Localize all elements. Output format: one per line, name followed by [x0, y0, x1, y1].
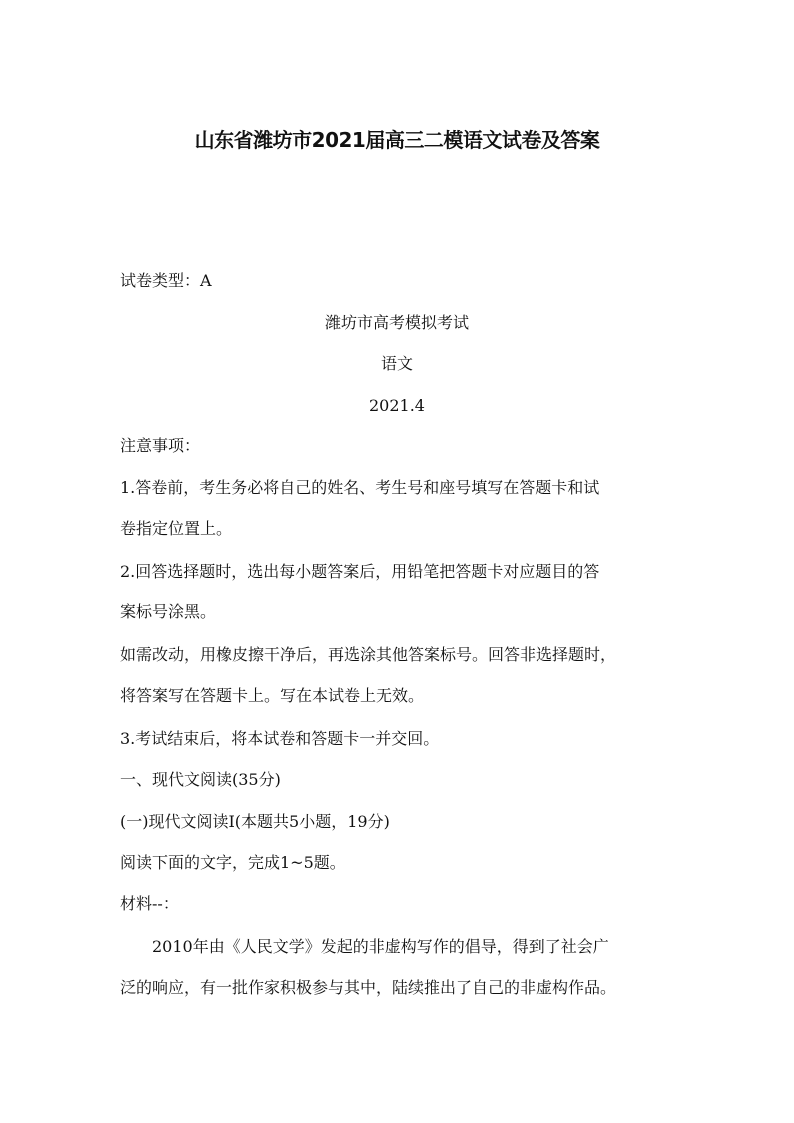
notes-heading: 注意事项： [120, 436, 201, 455]
exam-date: 2021.4 [369, 396, 425, 415]
material-label: 材料--： [120, 894, 179, 913]
note-1-line-2: 卷指定位置上。 [120, 519, 233, 538]
note-2b-line-1: 如需改动，用橡皮擦干净后，再选涂其他答案标号。回答非选择题时， [120, 645, 617, 664]
note-2-line-2: 案标号涂黑。 [120, 602, 217, 621]
note-3: 3.考试结束后，将本试卷和答题卡一并交回。 [120, 729, 440, 748]
paragraph-1-line-1: 2010年由《人民文学》发起的非虚构写作的倡导，得到了社会广 [152, 937, 609, 956]
document-title: 山东省潍坊市2021届高三二模语文试卷及答案 [194, 128, 600, 152]
reading-instruction: 阅读下面的文字，完成1~5题。 [120, 853, 346, 872]
note-2-line-1: 2.回答选择题时，选出每小题答案后，用铅笔把答题卡对应题目的答 [120, 562, 600, 581]
exam-name: 潍坊市高考模拟考试 [324, 313, 469, 332]
note-2b-line-2: 将答案写在答题卡上。写在本试卷上无效。 [120, 686, 425, 705]
paper-type: 试卷类型：A [120, 271, 212, 290]
section-heading: 一、现代文阅读(35分) [120, 770, 281, 789]
subject: 语文 [380, 354, 413, 373]
subsection-heading: (一)现代文阅读Ⅰ(本题共5小题，19分) [120, 812, 390, 831]
note-1-line-1: 1.答卷前，考生务必将自己的姓名、考生号和座号填写在答题卡和试 [120, 478, 600, 497]
paragraph-1-line-2: 泛的响应，有一批作家积极参与其中，陆续推出了自己的非虚构作品。 [120, 978, 617, 997]
